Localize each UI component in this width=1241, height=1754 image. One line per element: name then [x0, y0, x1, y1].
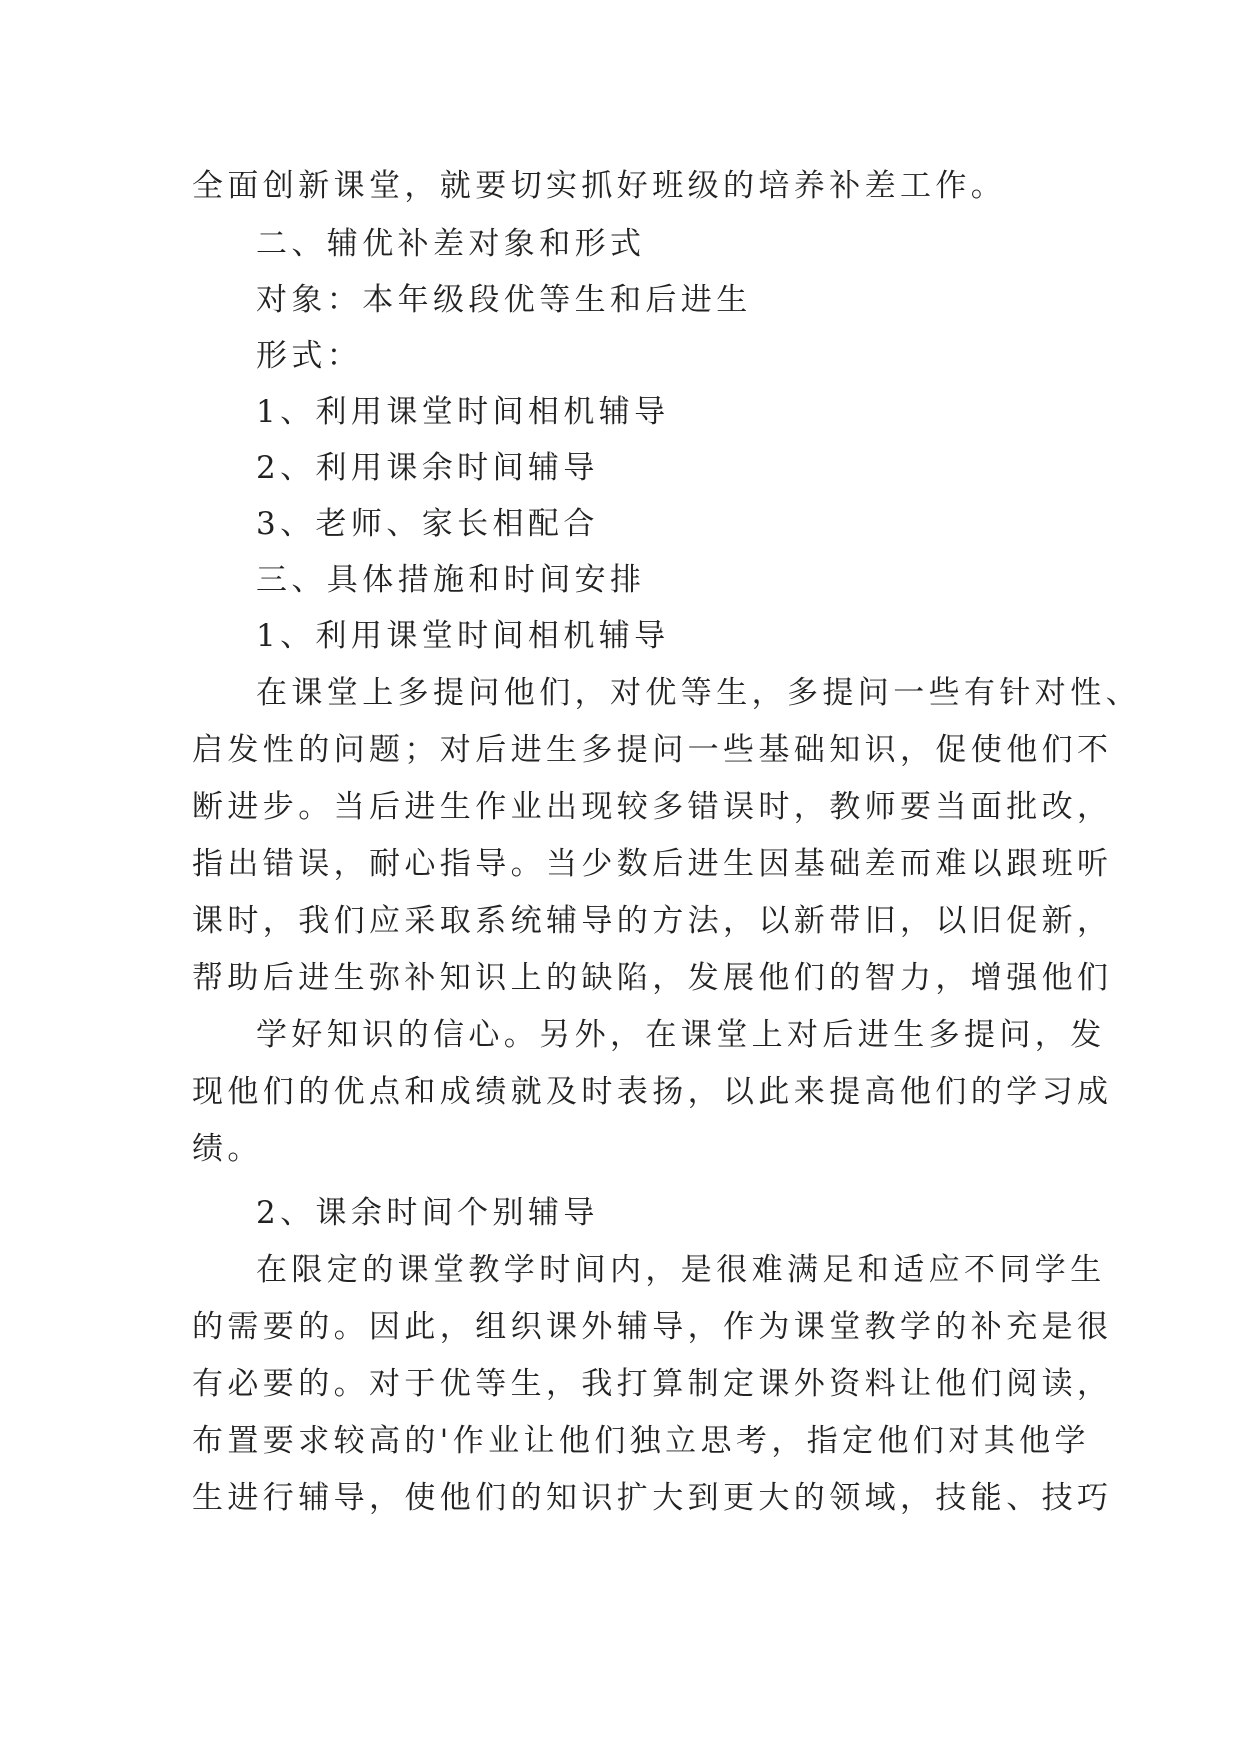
list-item: 3、老师、家长相配合: [256, 506, 599, 542]
text-line: 学好知识的信心。另外，在课堂上对后进生多提问，发: [256, 1017, 1106, 1053]
text-line: 帮助后进生弥补知识上的缺陷，发展他们的智力，增强他们: [192, 960, 1113, 996]
list-item: 2、利用课余时间辅导: [256, 450, 599, 486]
text-line: 指出错误，耐心指导。当少数后进生因基础差而难以跟班听: [192, 846, 1113, 882]
subsection-heading: 2、课余时间个别辅导: [256, 1195, 599, 1231]
section-heading: 三、具体措施和时间安排: [256, 562, 646, 598]
text-line: 的需要的。因此，组织课外辅导，作为课堂教学的补充是很: [192, 1309, 1113, 1345]
text-line: 有必要的。对于优等生，我打算制定课外资料让他们阅读，: [192, 1366, 1113, 1402]
text-line: 断进步。当后进生作业出现较多错误时，教师要当面批改，: [192, 789, 1113, 825]
text-line: 在课堂上多提问他们，对优等生，多提问一些有针对性、: [256, 675, 1141, 711]
text-line: 启发性的问题；对后进生多提问一些基础知识，促使他们不: [192, 732, 1113, 768]
text-line: 绩。: [192, 1131, 263, 1167]
text-line: 生进行辅导，使他们的知识扩大到更大的领域，技能、技巧: [192, 1480, 1113, 1516]
text-line: 现他们的优点和成绩就及时表扬，以此来提高他们的学习成: [192, 1074, 1113, 1110]
text-line: 形式：: [256, 338, 363, 374]
text-line: 对象：本年级段优等生和后进生: [256, 282, 752, 318]
list-item: 1、利用课堂时间相机辅导: [256, 394, 670, 430]
text-line: 课时，我们应采取系统辅导的方法，以新带旧，以旧促新，: [192, 903, 1113, 939]
text-line: 布置要求较高的'作业让他们独立思考，指定他们对其他学: [192, 1423, 1090, 1459]
subsection-heading: 1、利用课堂时间相机辅导: [256, 618, 670, 654]
section-heading: 二、辅优补差对象和形式: [256, 226, 646, 262]
text-line: 全面创新课堂，就要切实抓好班级的培养补差工作。: [192, 168, 1007, 204]
text-line: 在限定的课堂教学时间内，是很难满足和适应不同学生: [256, 1252, 1106, 1288]
